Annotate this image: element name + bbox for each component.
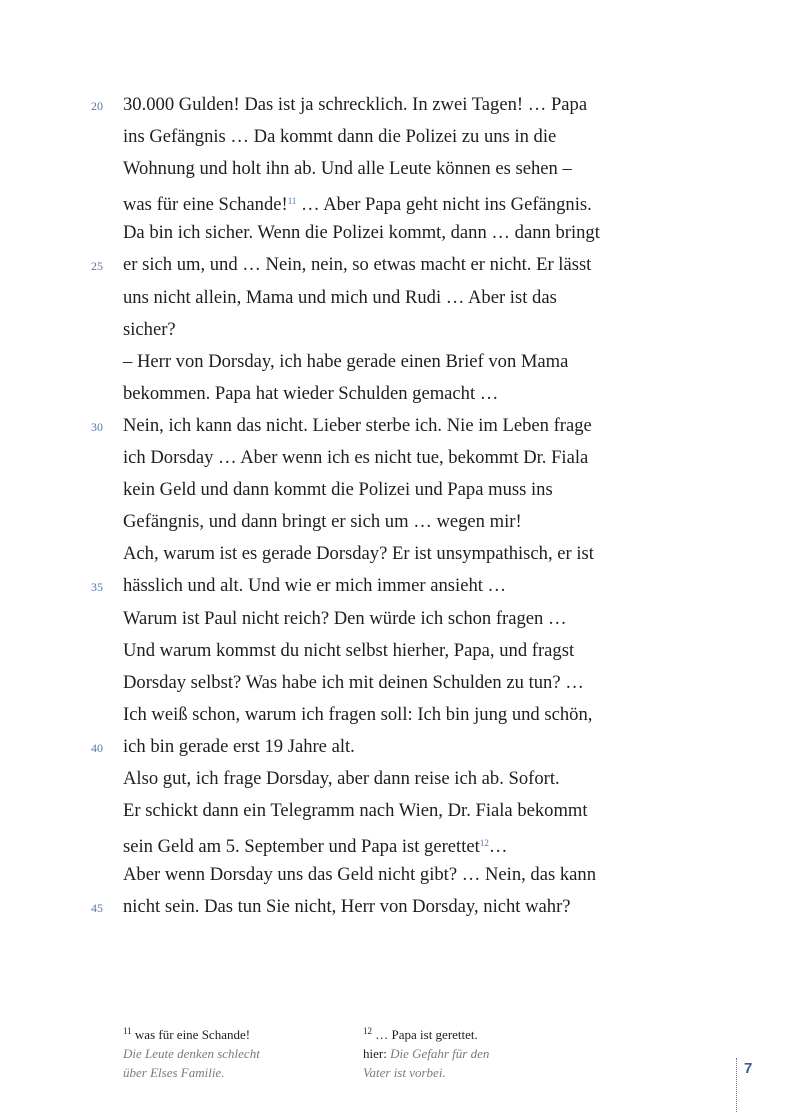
text-line bbox=[123, 506, 683, 538]
text-line bbox=[123, 185, 683, 217]
footnote-11 bbox=[123, 1022, 353, 1082]
footnote-12-title: … Papa ist gerettet. bbox=[372, 1027, 478, 1042]
line-text: ich Dorsday … Aber wenn ich es nicht tue, bekommt Dr. Fiala bbox=[123, 447, 589, 469]
line-text: Warum ist Paul nicht reich? Den würde ich schon fragen … bbox=[123, 607, 567, 629]
page-number: 7 bbox=[744, 1060, 753, 1077]
line-text: Nein, ich kann das nicht. Lieber sterbe ich. Nie im Leben frage bbox=[123, 414, 592, 436]
line-text: uns nicht allein, Mama und mich und Rudi … Aber ist das bbox=[123, 286, 557, 308]
footnote-12-gloss-1-line bbox=[363, 1044, 593, 1063]
text-line bbox=[123, 635, 683, 667]
footnote-12-head bbox=[363, 1022, 593, 1044]
line-text: Wohnung und holt ihn ab. Und alle Leute können es sehen – bbox=[123, 158, 572, 180]
text-line bbox=[123, 603, 683, 635]
line-text: Also gut, ich frage Dorsday, aber dann reise ich ab. Sofort. bbox=[123, 767, 560, 789]
text-line bbox=[123, 153, 683, 185]
text-line bbox=[123, 121, 683, 153]
line-number: 20 bbox=[91, 99, 103, 113]
line-text: … bbox=[488, 836, 508, 858]
footnote-marker: 11 bbox=[287, 196, 297, 207]
text-line bbox=[123, 699, 683, 731]
footnote-11-gloss-2: über Elses Familie. bbox=[123, 1065, 225, 1080]
line-number: 25 bbox=[91, 259, 103, 274]
text-line bbox=[91, 410, 683, 442]
text-line bbox=[123, 667, 683, 699]
text-line bbox=[123, 763, 683, 795]
text-line bbox=[91, 249, 683, 281]
footnote-12-gloss-2: Vater ist vorbei. bbox=[363, 1065, 446, 1080]
line-text: – Herr von Dorsday, ich habe gerade einen Brief von Mama bbox=[123, 350, 569, 372]
footnote-12-number: 12 bbox=[363, 1026, 372, 1036]
footnote-marker: 12 bbox=[479, 838, 489, 849]
line-text: kein Geld und dann kommt die Polizei und Papa muss ins bbox=[123, 479, 553, 501]
line-text: bekommen. Papa hat wieder Schulden gemacht … bbox=[123, 382, 499, 404]
main-text bbox=[91, 89, 683, 923]
text-line bbox=[123, 217, 683, 249]
text-line bbox=[123, 282, 683, 314]
text-line bbox=[91, 731, 683, 763]
line-text: Dorsday selbst? Was habe ich mit deinen Schulden zu tun? … bbox=[123, 671, 584, 693]
line-text: … Aber Papa geht nicht ins Gefängnis. bbox=[296, 194, 592, 216]
text-line bbox=[91, 89, 683, 121]
line-text: Er schickt dann ein Telegramm nach Wien, Dr. Fiala bekommt bbox=[123, 800, 588, 822]
footnote-12 bbox=[363, 1022, 593, 1082]
footnote-11-head bbox=[123, 1022, 353, 1044]
line-text: was für eine Schande! bbox=[123, 194, 288, 216]
text-line bbox=[123, 538, 683, 570]
text-line bbox=[123, 378, 683, 410]
line-text: Ach, warum ist es gerade Dorsday? Er ist unsympathisch, er ist bbox=[123, 543, 594, 565]
line-text: nicht sein. Das tun Sie nicht, Herr von Dorsday, nicht wahr? bbox=[123, 896, 571, 918]
line-text: ich bin gerade erst 19 Jahre alt. bbox=[123, 735, 355, 757]
line-text: Ich weiß schon, warum ich fragen soll: Ich bin jung und schön, bbox=[123, 703, 593, 725]
footnote-12-prefix: hier: bbox=[363, 1046, 391, 1061]
line-number: 35 bbox=[91, 580, 103, 595]
text-line bbox=[123, 795, 683, 827]
text-line bbox=[123, 859, 683, 891]
text-line bbox=[123, 314, 683, 346]
line-text: Aber wenn Dorsday uns das Geld nicht gibt? … Nein, das kann bbox=[123, 864, 597, 886]
line-number: 30 bbox=[91, 419, 103, 434]
line-text: Und warum kommst du nicht selbst hierher, Papa, und fragst bbox=[123, 639, 575, 661]
footnote-11-title: was für eine Schande! bbox=[131, 1027, 251, 1042]
line-text: sein Geld am 5. September und Papa ist gerettet bbox=[123, 836, 480, 858]
line-number: 45 bbox=[91, 901, 103, 916]
line-text: ins Gefängnis … Da kommt dann die Polizei zu uns in die bbox=[123, 126, 557, 148]
footnote-12-gloss-1: Die Gefahr für den bbox=[390, 1046, 490, 1061]
text-line bbox=[123, 474, 683, 506]
text-line bbox=[123, 442, 683, 474]
line-text: 30.000 Gulden! Das ist ja schrecklich. In zwei Tagen! … Papa bbox=[123, 94, 588, 115]
line-text: hässlich und alt. Und wie er mich immer ansieht … bbox=[123, 575, 507, 597]
footnote-11-number: 11 bbox=[123, 1026, 132, 1036]
text-line bbox=[91, 891, 683, 923]
line-text: Da bin ich sicher. Wenn die Polizei kommt, dann … dann bringt bbox=[123, 222, 600, 244]
line-text: er sich um, und … Nein, nein, so etwas macht er nicht. Er lässt bbox=[123, 254, 592, 276]
text-line bbox=[91, 570, 683, 602]
text-line bbox=[123, 827, 683, 859]
line-number: 40 bbox=[91, 740, 103, 755]
text-line bbox=[123, 346, 683, 378]
footnote-11-gloss-1: Die Leute denken schlecht bbox=[123, 1046, 260, 1061]
line-text: Gefängnis, und dann bringt er sich um … wegen mir! bbox=[123, 511, 522, 533]
page-margin-rule bbox=[736, 1058, 737, 1112]
line-text: sicher? bbox=[123, 318, 176, 340]
